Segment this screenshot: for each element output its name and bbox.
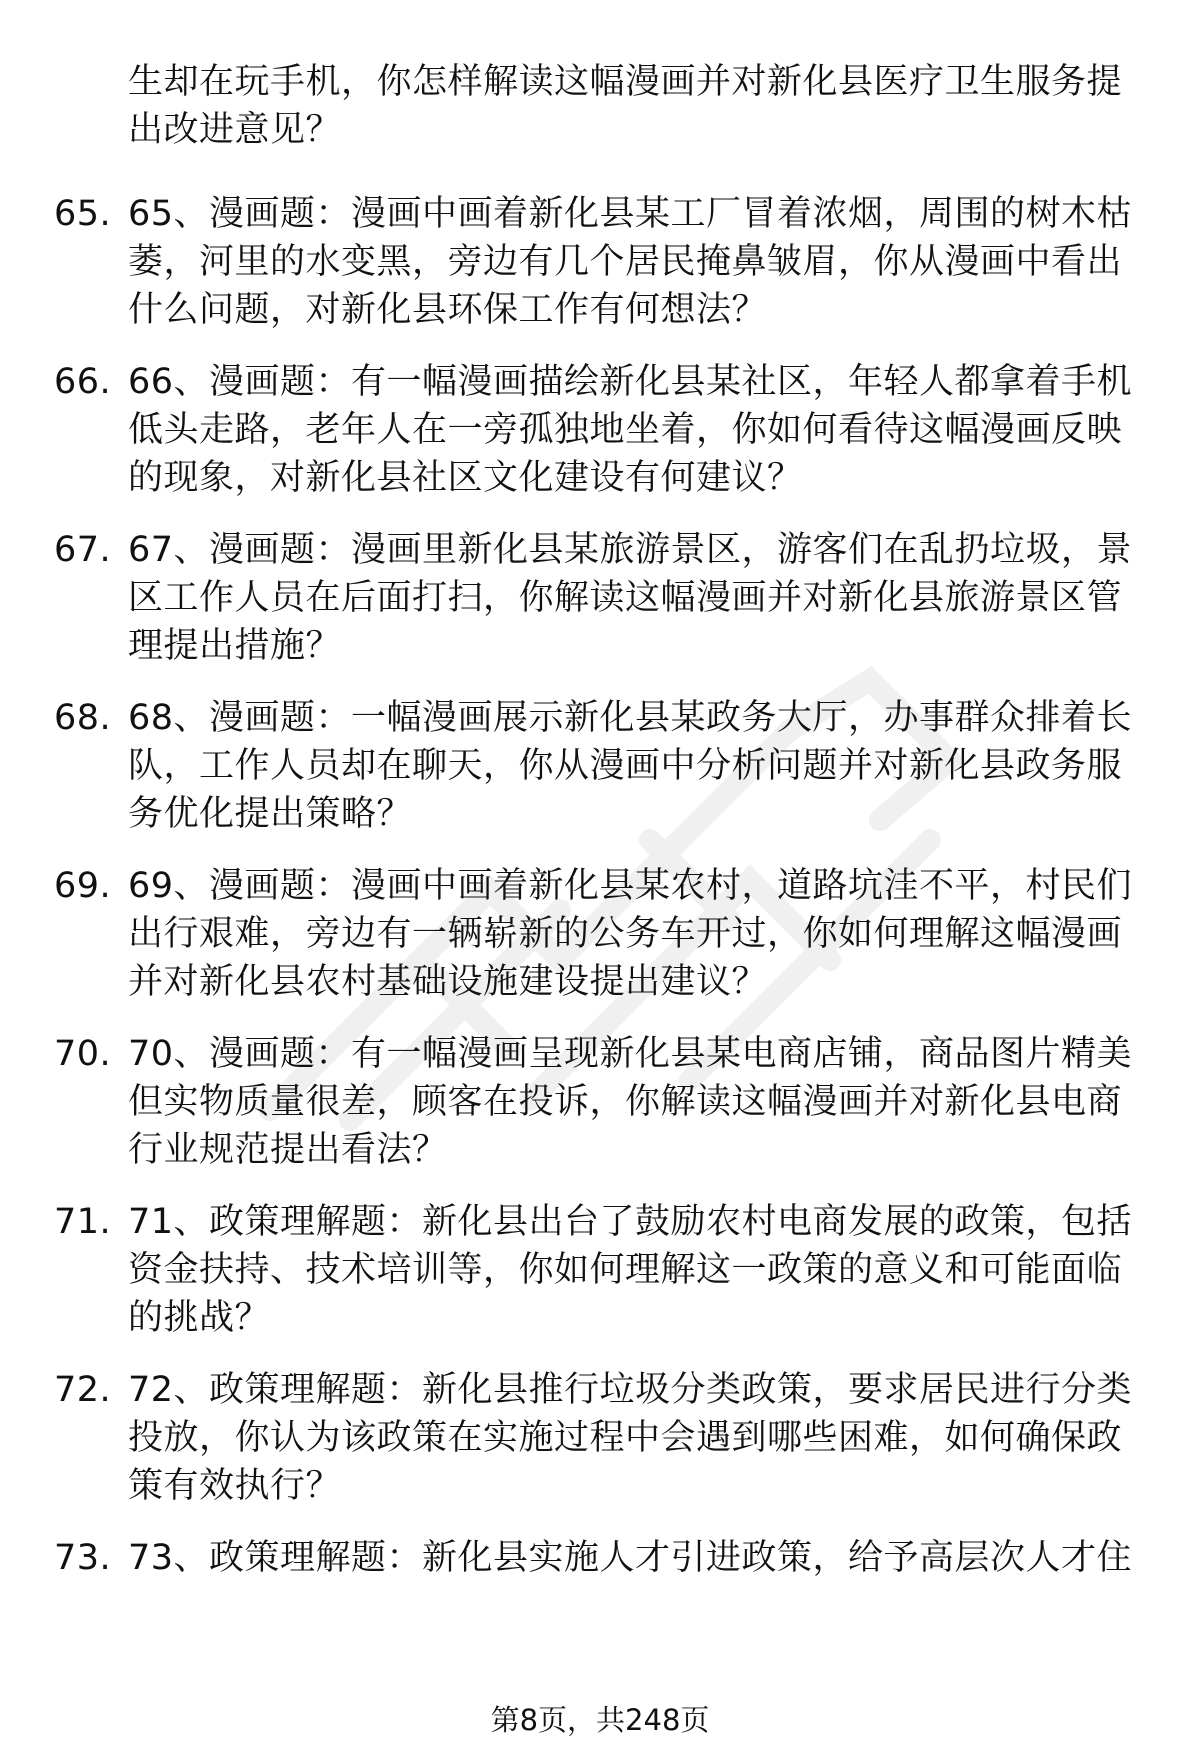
item-text: 71、政策理解题：新化县出台了鼓励农村电商发展的政策，包括资金扶持、技术培训等，你如何理解这一政策的意义和可能面临的挑战？: [128, 1202, 1133, 1338]
list-item: [0, 1030, 1200, 1198]
item-number: 66.: [54, 362, 112, 402]
list-item: [0, 1534, 1200, 1702]
item-text: 73、政策理解题：新化县实施人才引进政策，给予高层次人才住: [128, 1538, 1133, 1578]
page-footer: 第8页，共248页: [490, 1703, 710, 1737]
item-text: 65、漫画题：漫画中画着新化县某工厂冒着浓烟，周围的树木枯萎，河里的水变黑，旁边有几个居民掩鼻皱眉，你从漫画中看出什么问题，对新化县环保工作有何想法？: [128, 194, 1133, 330]
item-text: 67、漫画题：漫画里新化县某旅游景区，游客们在乱扔垃圾，景区工作人员在后面打扫，你解读这幅漫画并对新化县旅游景区管理提出措施？: [128, 530, 1133, 666]
list-item: [0, 526, 1200, 694]
list-item: [0, 1366, 1200, 1534]
list-item: [0, 694, 1200, 862]
item-text: 68、漫画题：一幅漫画展示新化县某政务大厅，办事群众排着长队，工作人员却在聊天，你从漫画中分析问题并对新化县政务服务优化提出策略？: [128, 698, 1133, 834]
item-number: 65.: [54, 194, 112, 234]
item-text: 66、漫画题：有一幅漫画描绘新化县某社区，年轻人都拿着手机低头走路，老年人在一旁孤独地坐着，你如何看待这幅漫画反映的现象，对新化县社区文化建设有何建议？: [128, 362, 1133, 498]
list-item: [0, 862, 1200, 1030]
item-number: 69.: [54, 866, 112, 906]
item-number: 72.: [54, 1370, 112, 1410]
item-number: 71.: [54, 1202, 112, 1242]
item-number: 67.: [54, 530, 112, 570]
item-text: 69、漫画题：漫画中画着新化县某农村，道路坑洼不平，村民们出行艰难，旁边有一辆崭新的公务车开过，你如何理解这幅漫画并对新化县农村基础设施建设提出建议？: [128, 866, 1133, 1002]
item-text: 72、政策理解题：新化县推行垃圾分类政策，要求居民进行分类投放，你认为该政策在实施过程中会遇到哪些困难，如何确保政策有效执行？: [128, 1370, 1133, 1506]
continued-question-text: 生却在玩手机，你怎样解读这幅漫画并对新化县医疗卫生服务提出改进意见？: [128, 62, 1123, 150]
list-item: [0, 190, 1200, 358]
item-number: 73.: [54, 1538, 112, 1578]
question-list: [0, 190, 1200, 1702]
list-item: [0, 358, 1200, 526]
item-number: 70.: [54, 1034, 112, 1074]
item-number: 68.: [54, 698, 112, 738]
item-text: 70、漫画题：有一幅漫画呈现新化县某电商店铺，商品图片精美但实物质量很差，顾客在投诉，你解读这幅漫画并对新化县电商行业规范提出看法？: [128, 1034, 1133, 1170]
list-item: [0, 1198, 1200, 1366]
